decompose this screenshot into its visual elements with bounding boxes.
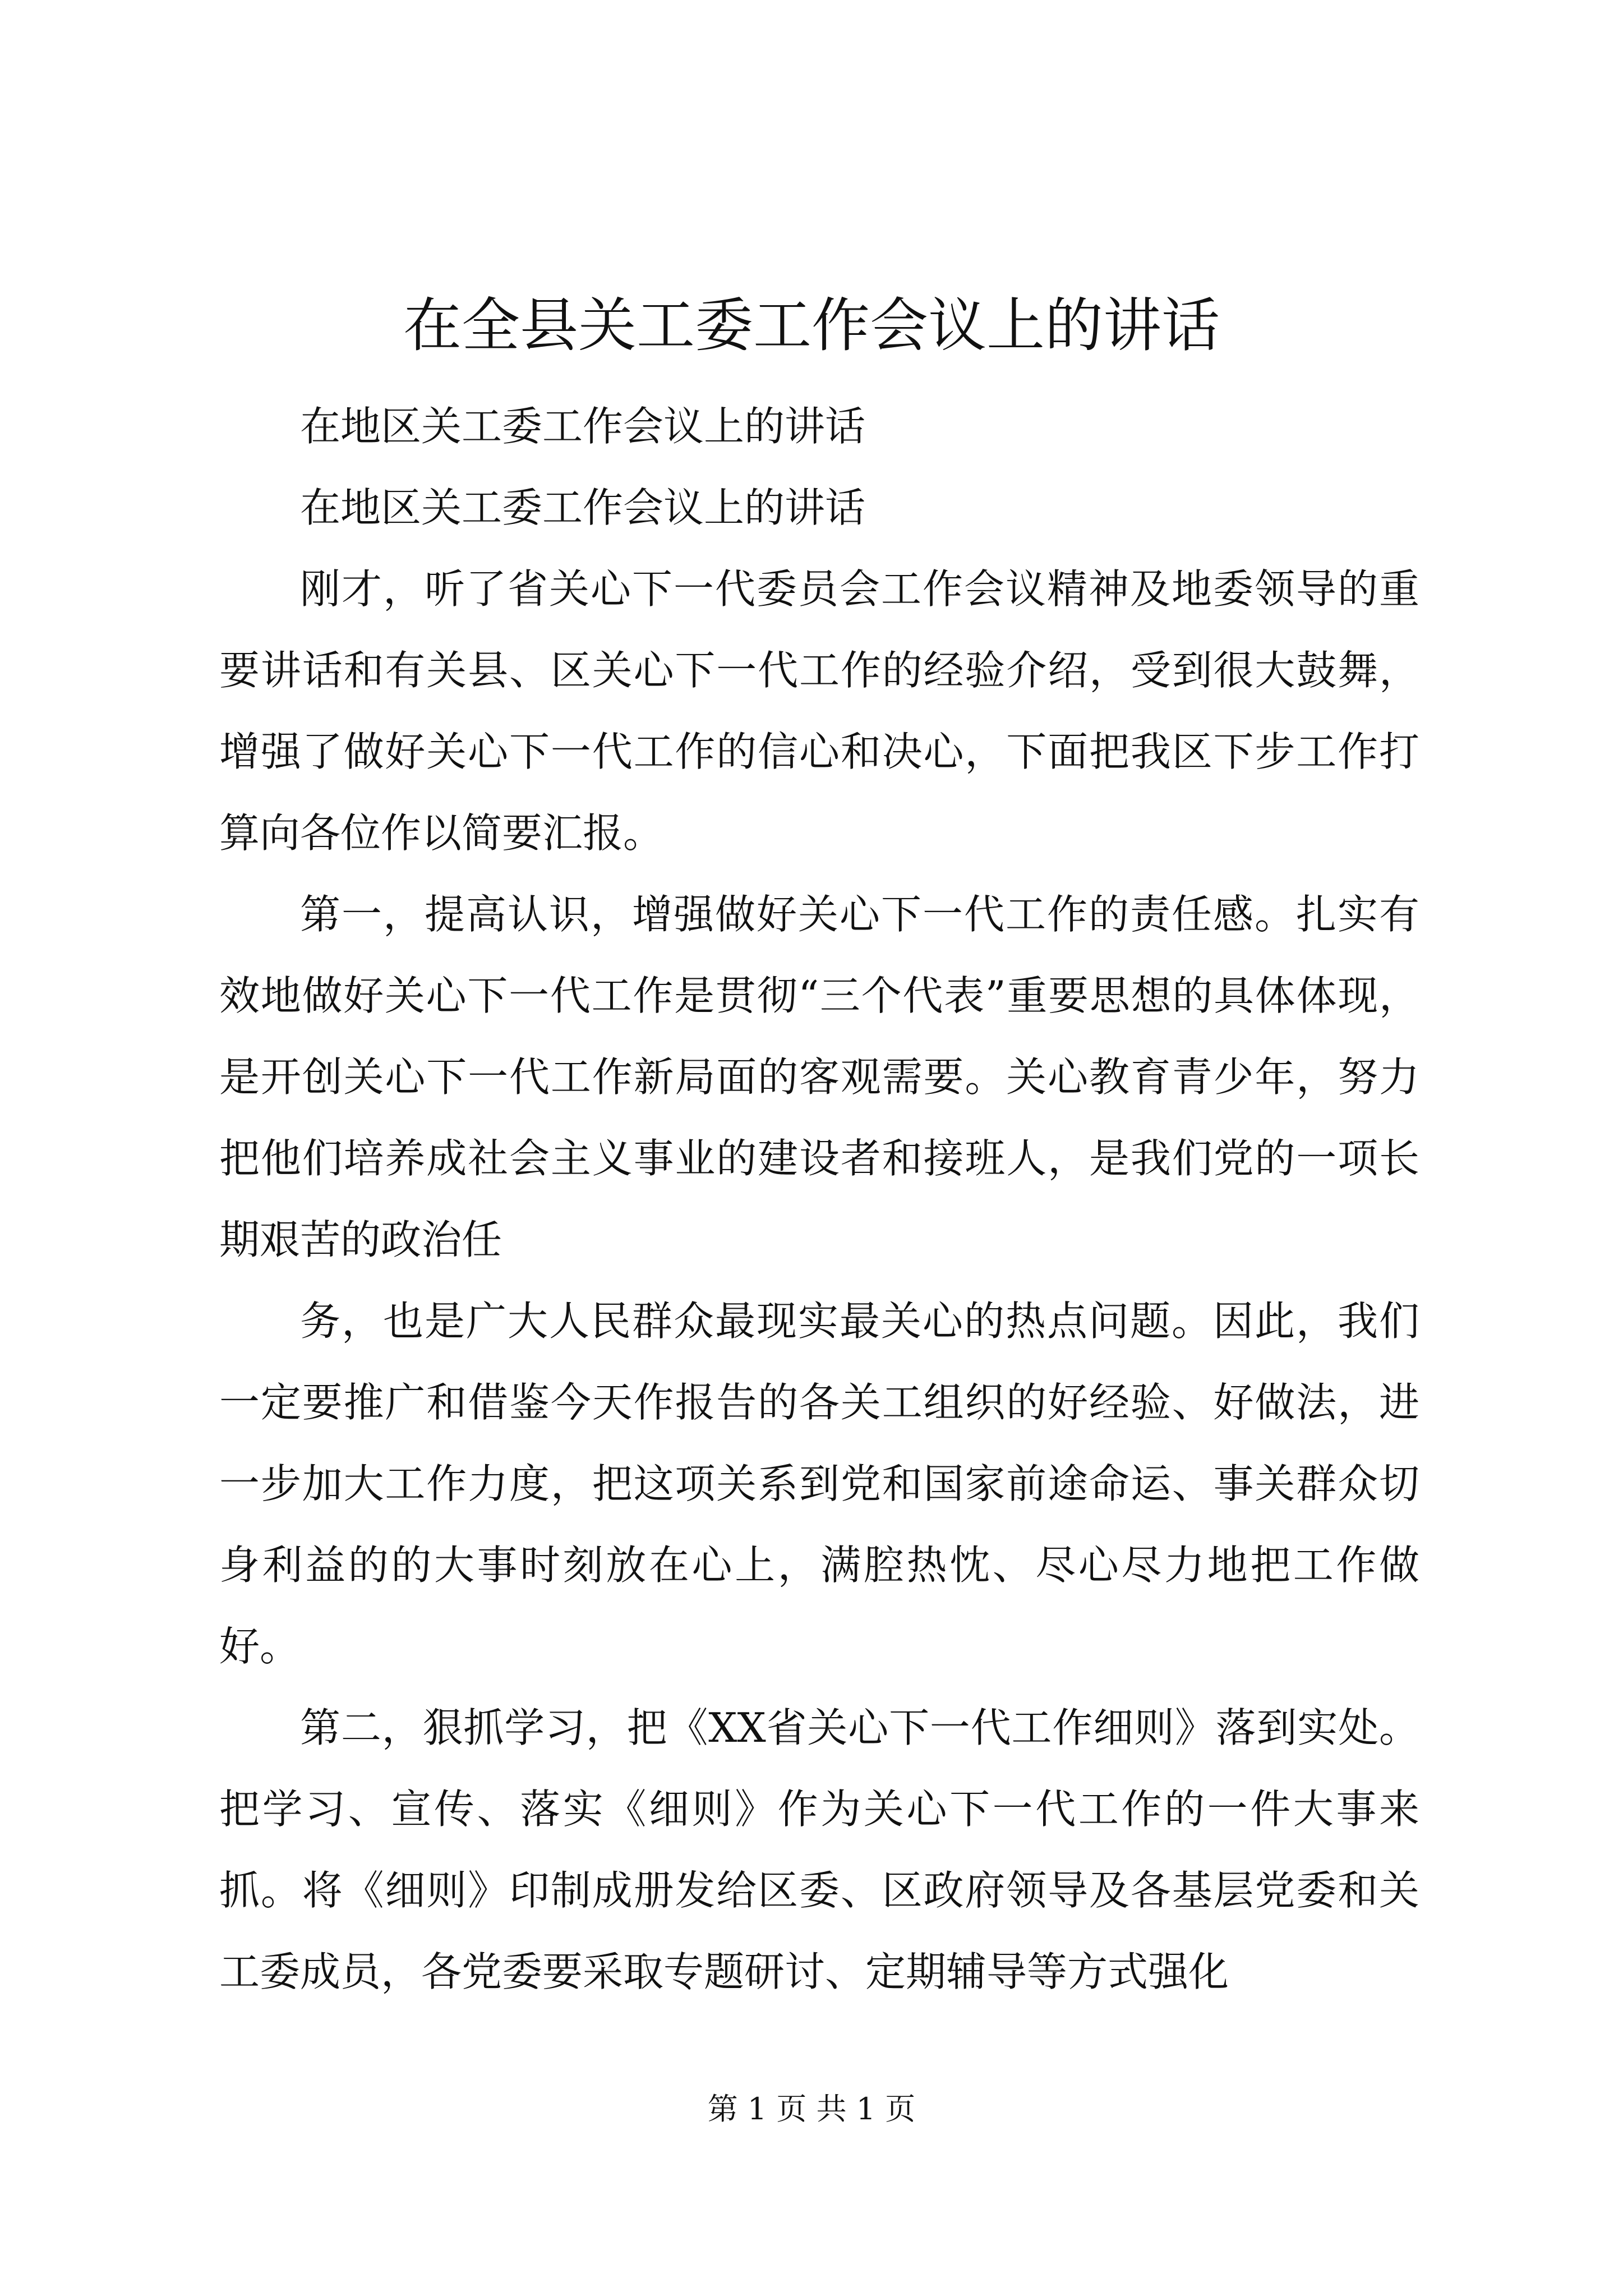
paragraph: 刚才，听了省关心下一代委员会工作会议精神及地委领导的重要讲话和有关县、区关心下一代工作的经验介绍，受到很大鼓舞，增强了做好关心下一代工作的信心和决心，下面把我区下步工作打算向各位作以简要汇报。 [219, 565, 1419, 857]
paragraph: 第二，狠抓学习，把《XX省关心下一代工作细则》落到实处。把学习、宣传、落实《细则》作为关心下一代工作的一件大事来抓。将《细则》印制成册发给区委、区政府领导及各基层党委和关工委成员，各党委要采取专题研讨、定期辅导等方式强化 [219, 1704, 1419, 1995]
paragraph: 第一，提高认识，增强做好关心下一代工作的责任感。扎实有效地做好关心下一代工作是贯彻“三个代表”重要思想的具体体现，是开创关心下一代工作新局面的客观需要。关心教育青少年，努力把他们培养成社会主义事业的建设者和接班人，是我们党的一项长期艰苦的政治任 [219, 891, 1419, 1263]
paragraph: 务，也是广大人民群众最现实最关心的热点问题。因此，我们一定要推广和借鉴今天作报告的各关工组织的好经验、好做法，进一步加大工作力度，把这项关系到党和国家前途命运、事关群众切身利益的的大事时刻放在心上，满腔热忱、尽心尽力地把工作做好。 [219, 1297, 1419, 1670]
document-body [219, 386, 1419, 2013]
document-title: 在全县关工委工作会议上的讲话 [403, 291, 1220, 360]
paragraph: 在地区关工委工作会议上的讲话 [300, 484, 866, 531]
paragraph: 在地区关工委工作会议上的讲话 [300, 403, 866, 450]
page-footer: 第 1 页 共 1 页 [707, 2091, 916, 2127]
